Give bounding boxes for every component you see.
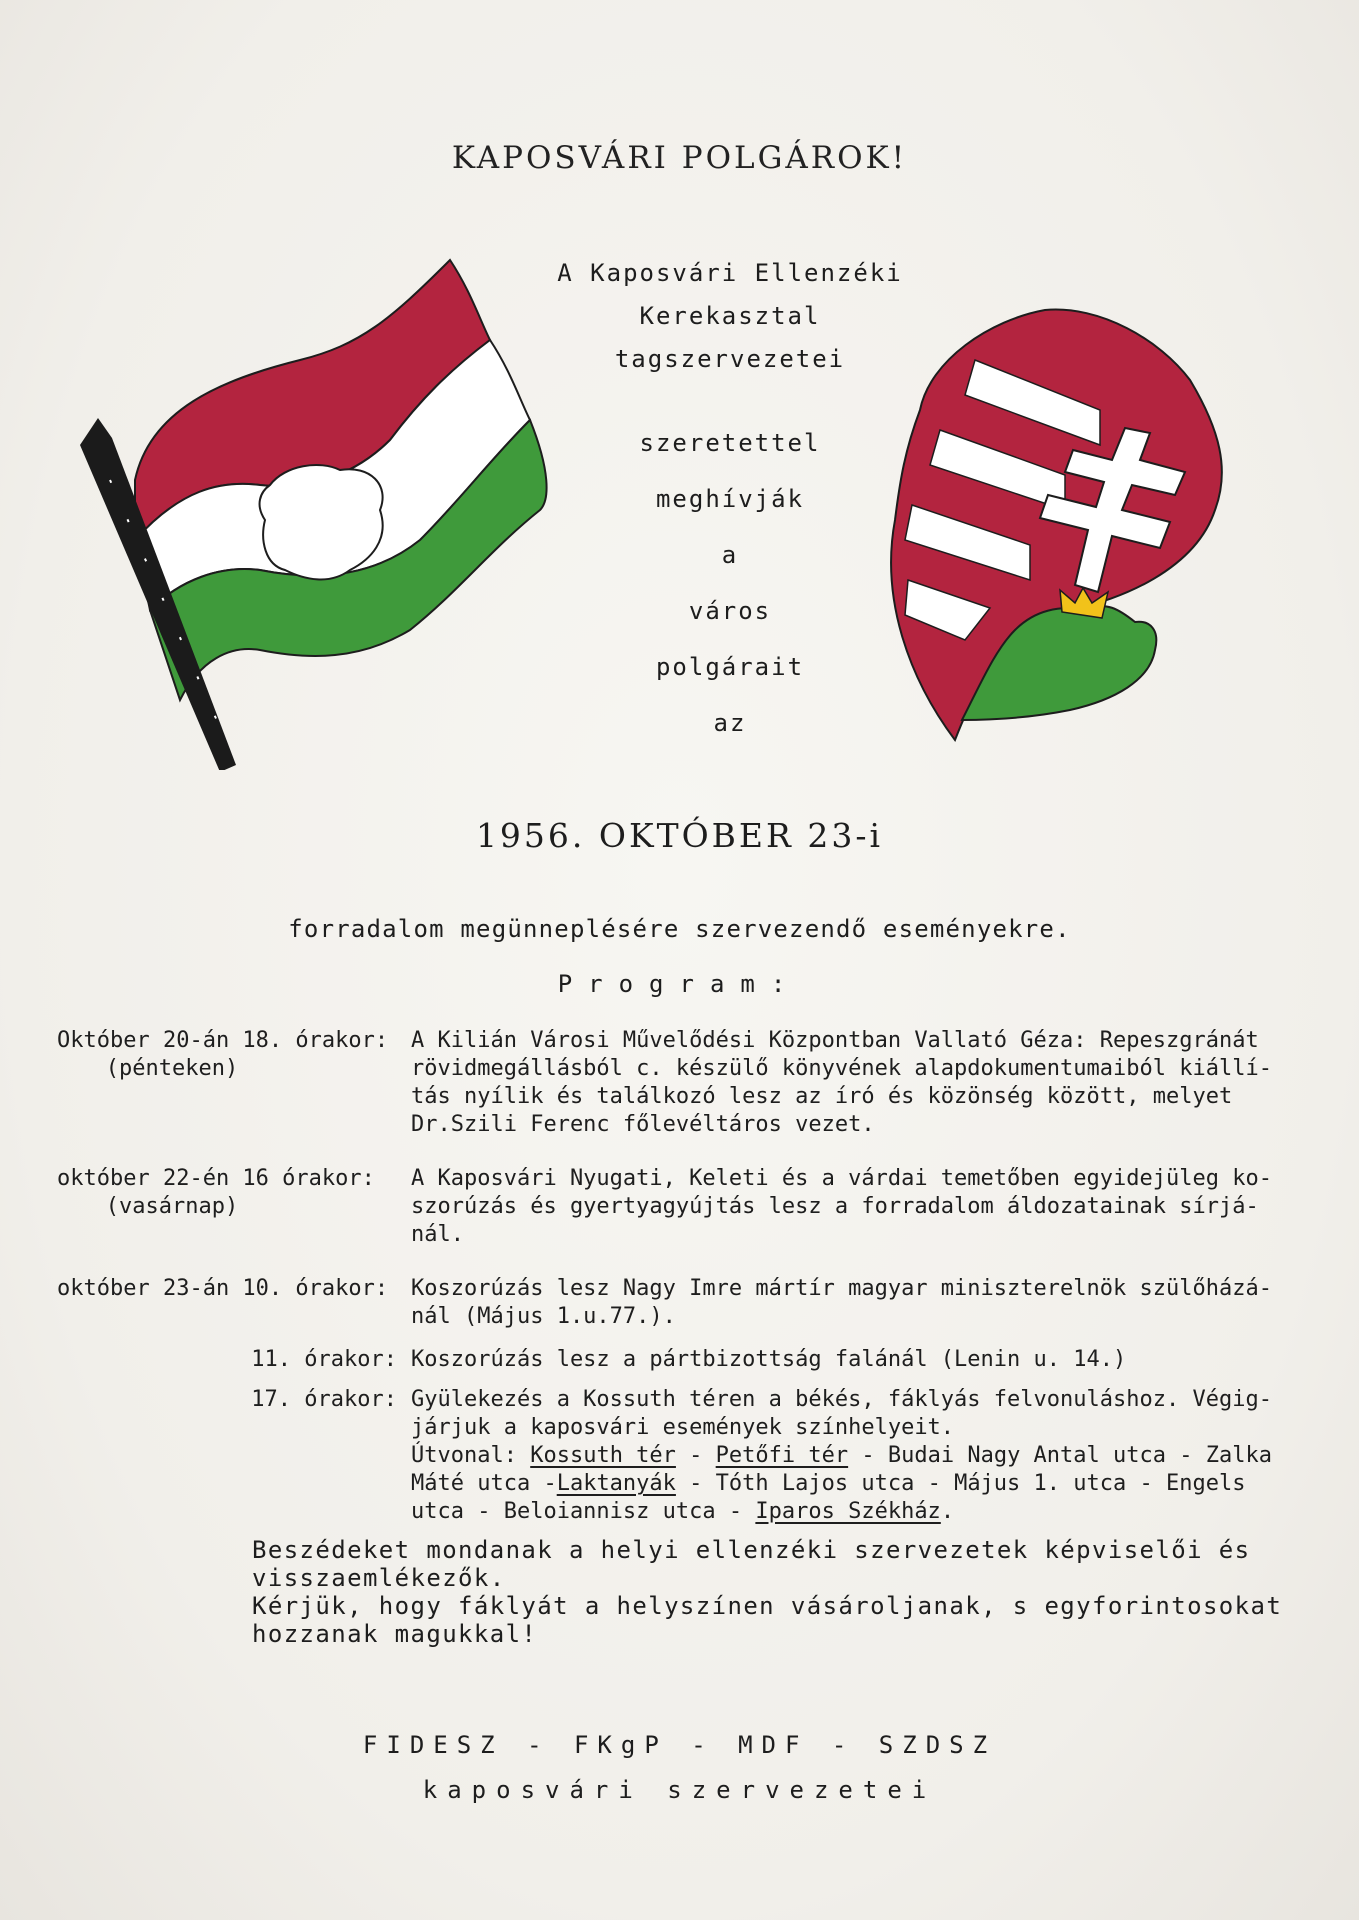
event-line: Dr.Szili Ferenc főlevéltáros vezet. bbox=[411, 1112, 875, 1137]
closing-text bbox=[252, 1536, 1332, 1648]
route-line: Útvonal: Kossuth tér - Petőfi tér - Budai Nagy Antal utca - Zalka bbox=[411, 1443, 1272, 1468]
event-line: Koszorúzás lesz Nagy Imre mártír magyar miniszterelnök szülőházá- bbox=[411, 1276, 1272, 1301]
route-stop: Kossuth tér bbox=[530, 1443, 676, 1468]
intro-line: tagszervezetei bbox=[614, 345, 846, 373]
event-date-text: 11. órakor: bbox=[251, 1347, 397, 1372]
route-stop: Laktanyák bbox=[556, 1471, 676, 1496]
closing-line: visszaemlékezők. bbox=[252, 1564, 506, 1592]
event-date-text: október 22-én 16 órakor: bbox=[57, 1166, 375, 1191]
event-line: szorúzás és gyertyagyújtás lesz a forradalom áldozatainak sírjá- bbox=[411, 1194, 1259, 1219]
event-description bbox=[411, 1275, 1311, 1331]
intro-step: meghívják bbox=[655, 485, 805, 513]
route-line bbox=[411, 1498, 1311, 1526]
event-date-text: október 23-án 10. órakor: bbox=[57, 1276, 389, 1301]
route-segment: utca - Beloiannisz utca - bbox=[411, 1499, 756, 1524]
closing-line: Beszédeket mondanak a helyi ellenzéki szervezetek képviselői és bbox=[252, 1536, 1251, 1564]
event-line: tás nyílik és találkozó lesz az író és közönség között, melyet bbox=[411, 1084, 1233, 1109]
route-stop: Petőfi tér bbox=[715, 1443, 849, 1468]
event-line: A Kaposvári Nyugati, Keleti és a várdai temetőben egyidejüleg ko- bbox=[411, 1166, 1272, 1191]
route-end: . bbox=[940, 1499, 955, 1524]
event-date bbox=[57, 1027, 397, 1083]
route-segment: Máté utca bbox=[411, 1471, 544, 1496]
route-label: Útvonal: bbox=[411, 1443, 517, 1468]
program-title: Program: bbox=[557, 970, 802, 998]
event-line: Koszorúzás lesz a pártbizottság falánál (Lenin u. 14.) bbox=[411, 1347, 1127, 1372]
event-line: rövidmegállásból c. készülő könyvének alapdokumentumaiból kiállí- bbox=[411, 1056, 1272, 1081]
event-description bbox=[411, 1346, 1311, 1374]
intro-line: A Kaposvári Ellenzéki bbox=[557, 259, 903, 287]
organizers: FIDESZ - FKgP - MDF - SZDSZ bbox=[362, 1731, 997, 1759]
date-heading: 1956. OKTÓBER 23-i bbox=[475, 816, 884, 855]
closing-line: Kérjük, hogy fáklyát a helyszínen vásároljanak, s egyforintosokat bbox=[252, 1592, 1283, 1620]
closing-line: hozzanak magukkal! bbox=[252, 1620, 538, 1648]
event-description bbox=[411, 1165, 1311, 1249]
subtitle: forradalom megünneplésére szervezendő eseményekre. bbox=[288, 915, 1071, 943]
intro-step: a bbox=[721, 541, 739, 569]
event-date bbox=[57, 1275, 397, 1303]
event-day: (pénteken) bbox=[105, 1056, 239, 1081]
event-date bbox=[57, 1346, 397, 1374]
route-segment: - Budai Nagy Antal utca - Zalka bbox=[848, 1443, 1272, 1468]
event-line: Gyülekezés a Kossuth téren a békés, fáklyás felvonuláshoz. Végig- bbox=[411, 1387, 1272, 1412]
event-line: nál. bbox=[411, 1222, 464, 1247]
route-stop: Iparos Székház bbox=[755, 1499, 941, 1524]
intro-step: az bbox=[713, 709, 747, 737]
event-date-text: 17. órakor: bbox=[251, 1387, 397, 1412]
route-segment: - Tóth Lajos utca - Május 1. utca - Engels bbox=[675, 1471, 1246, 1496]
event-line: A Kilián Városi Művelődési Központban Vallató Géza: Repeszgránát bbox=[411, 1028, 1259, 1053]
intro-step: szeretettel bbox=[639, 429, 821, 457]
event-day: (vasárnap) bbox=[105, 1194, 239, 1219]
organizers-subtitle: kaposvári szervezetei bbox=[422, 1776, 937, 1804]
invitation-text bbox=[470, 252, 990, 751]
event-date bbox=[57, 1165, 397, 1221]
event-line: járjuk a kaposvári események színhelyeit. bbox=[411, 1415, 955, 1440]
intro-line: Kerekasztal bbox=[639, 302, 821, 330]
intro-step: város bbox=[688, 597, 772, 625]
event-description bbox=[411, 1027, 1311, 1139]
event-description bbox=[411, 1386, 1311, 1526]
page-title: KAPOSVÁRI POLGÁROK! bbox=[451, 140, 908, 176]
event-date bbox=[57, 1386, 397, 1414]
route-line: Máté utca -Laktanyák - Tóth Lajos utca - Május 1. utca - Engels bbox=[411, 1471, 1246, 1496]
event-line: nál (Május 1.u.77.). bbox=[411, 1304, 676, 1329]
intro-step: polgárait bbox=[655, 653, 805, 681]
event-date-text: Október 20-án 18. órakor: bbox=[57, 1028, 389, 1053]
